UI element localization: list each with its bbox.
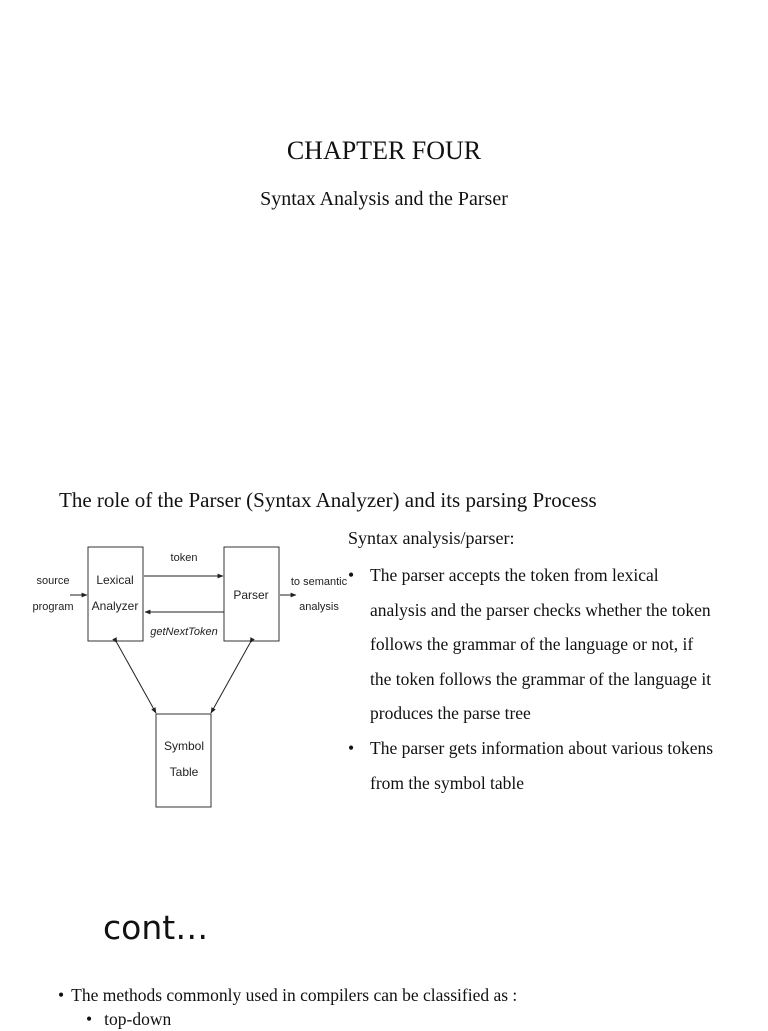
bullet-line: The parser gets information about various tokens: [370, 737, 714, 758]
description-heading: Syntax analysis/parser:: [348, 528, 515, 548]
bullet-dot: •: [348, 565, 355, 585]
methods-text: The methods commonly used in compilers can be classified as :: [71, 985, 518, 1005]
page-subtitle: Syntax Analysis and the Parser: [260, 188, 508, 210]
lexical-analyzer-box: [88, 547, 143, 641]
bullet-line: produces the parse tree: [370, 703, 531, 724]
parser-symbol-link: [211, 643, 250, 713]
lexical-symbol-link: [117, 643, 156, 713]
sub-method-item: [86, 1007, 171, 1031]
page-title: CHAPTER FOUR: [286, 136, 482, 165]
bullet-line: from the symbol table: [370, 772, 525, 793]
bullet-line: analysis and the parser checks whether the token: [370, 599, 711, 620]
parser-role-diagram: [32, 535, 348, 817]
bullet-line: follows the grammar of the language or not, if: [370, 634, 694, 655]
bullet-item: [348, 731, 758, 800]
lexical-label-1: Lexical: [96, 573, 134, 587]
symbol-label-2: Table: [169, 765, 199, 779]
bullet-line: the token follows the grammar of the language it: [370, 668, 712, 689]
cont-heading: cont…: [103, 908, 209, 947]
semantic-label-2: analysis: [299, 601, 339, 613]
token-label: token: [170, 552, 198, 564]
methods-item: [58, 983, 517, 1007]
get-next-token-label: getNextToken: [150, 626, 218, 638]
bullet-item: [348, 558, 758, 731]
symbol-label-1: Symbol: [163, 739, 205, 753]
semantic-label-1: to semantic: [290, 576, 348, 588]
source-label-2: program: [32, 601, 74, 613]
source-label-1: source: [36, 575, 70, 587]
bullet-dot: •: [86, 1009, 93, 1029]
lexical-label-2: Analyzer: [91, 599, 139, 613]
sub-method-text: top-down: [104, 1009, 172, 1029]
symbol-table-box: [156, 714, 211, 807]
description-bullets: [348, 558, 758, 800]
bullet-dot: •: [348, 737, 355, 758]
parser-label: Parser: [233, 588, 269, 602]
bullet-dot: •: [58, 985, 65, 1005]
bullet-line: The parser accepts the token from lexical: [370, 565, 659, 585]
section-heading: The role of the Parser (Syntax Analyzer) and its parsing Process: [59, 488, 597, 512]
